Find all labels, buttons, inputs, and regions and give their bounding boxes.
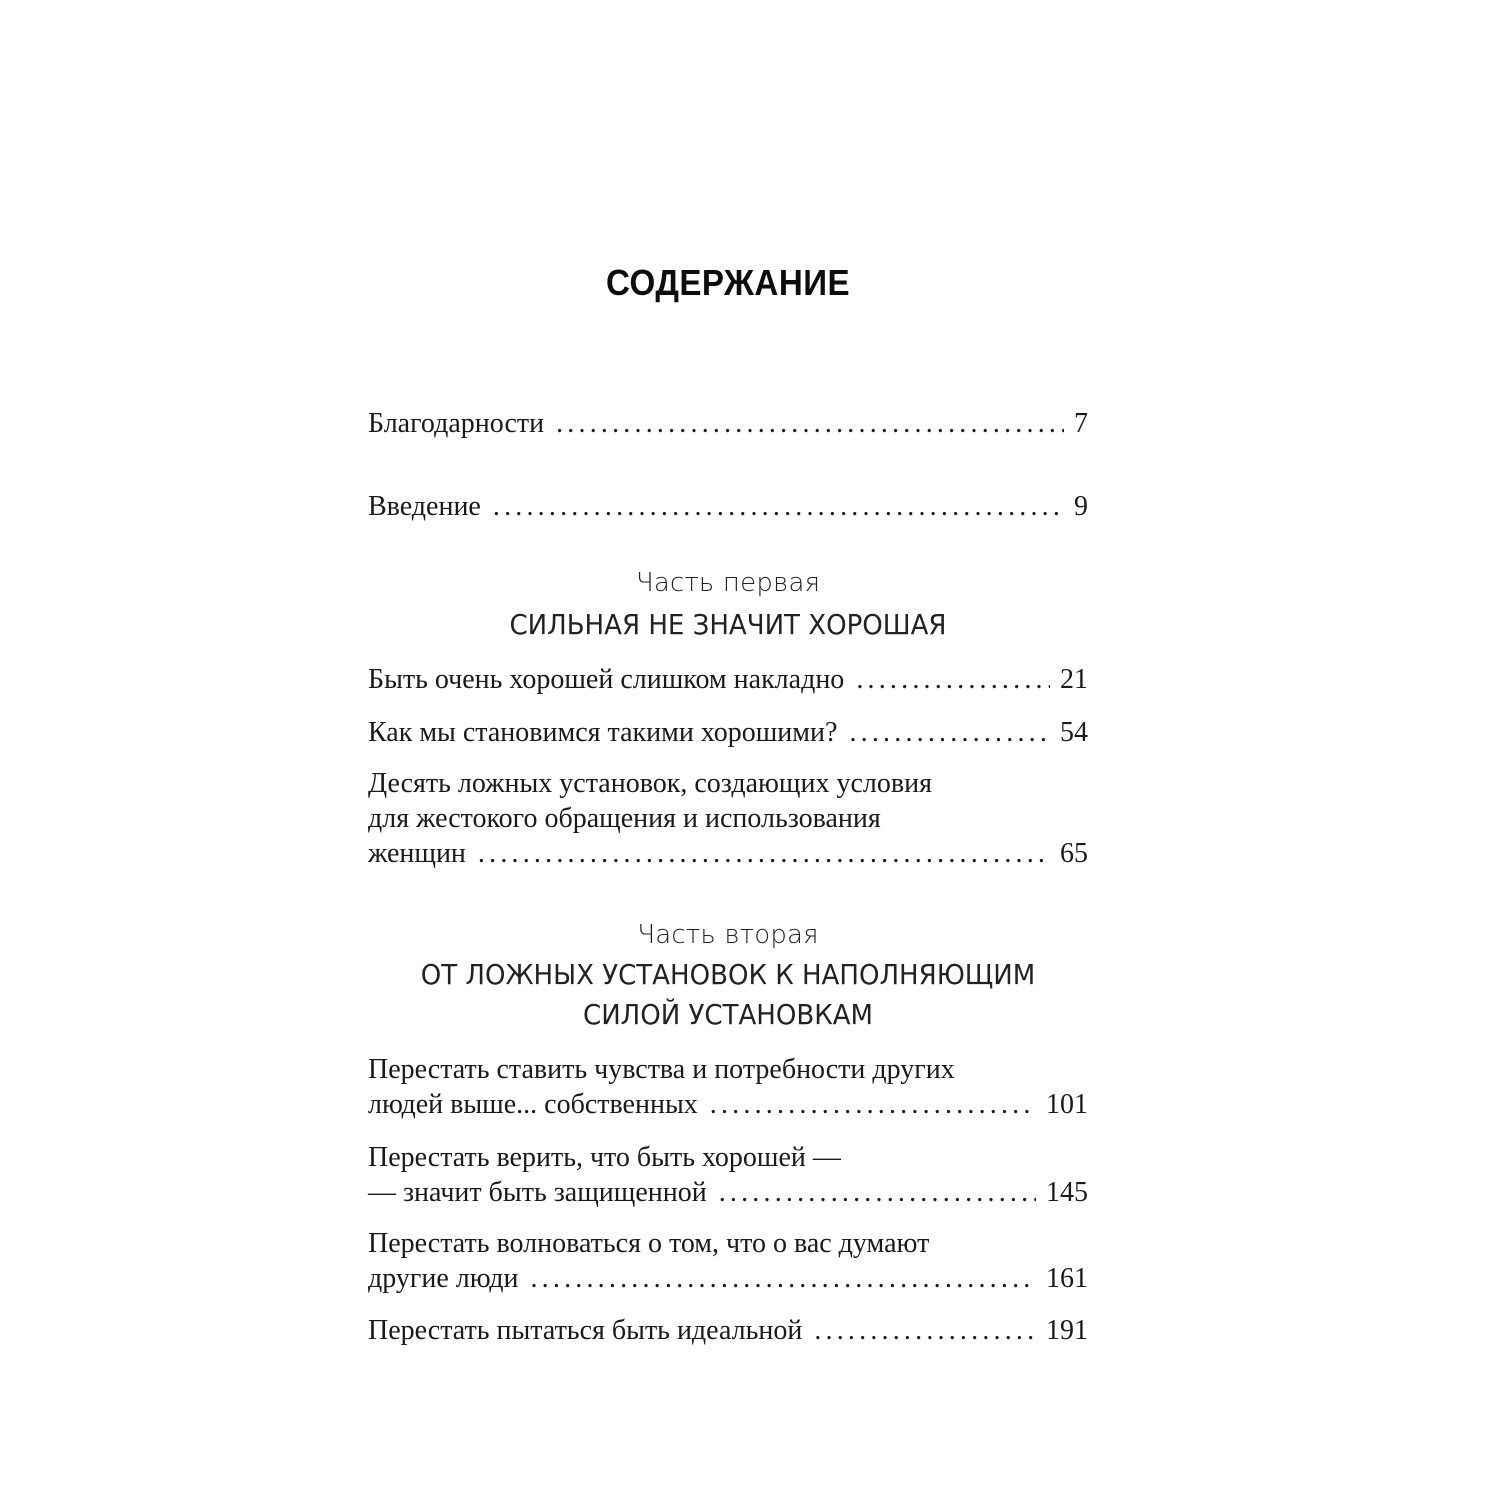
- toc-entry-line: [368, 662, 1088, 697]
- toc-entry-title-line: Перестать ставить чувства и потребности других: [368, 1054, 955, 1085]
- part-title-line: СИЛЬНАЯ НЕ ЗНАЧИТ ХОРОШАЯ: [509, 608, 947, 641]
- page-title: СОДЕРЖАНИЕ: [605, 262, 851, 303]
- part-one-label: Часть первая: [635, 568, 821, 598]
- toc-entry-title-line: для жестокого обращения и использования: [368, 803, 881, 834]
- dot-leader: [849, 715, 1050, 750]
- toc-page-number: 101: [1046, 1089, 1088, 1120]
- toc-page-number: 145: [1046, 1177, 1088, 1208]
- toc-entry-line: [368, 1261, 1088, 1296]
- dot-leader: [856, 662, 1050, 697]
- part-title-line: СИЛОЙ УСТАНОВКАМ: [583, 998, 873, 1031]
- toc-entry-introduction[interactable]: [368, 489, 1088, 524]
- toc-entry-title: женщин: [368, 838, 466, 869]
- dot-leader: [478, 836, 1050, 871]
- toc-entry-line: [368, 1087, 1088, 1122]
- toc-page-number: 9: [1074, 491, 1088, 522]
- toc-entry-title-line: Перестать волноваться о том, что о вас думают: [368, 1228, 930, 1259]
- toc-entry-title-line: Десять ложных установок, создающих условия: [368, 768, 932, 799]
- table-of-contents-page: [368, 0, 1088, 1500]
- dot-leader: [719, 1175, 1036, 1210]
- toc-entry-line: [368, 1175, 1088, 1210]
- toc-page-number: 65: [1060, 838, 1088, 869]
- dot-leader: [530, 1261, 1036, 1296]
- toc-entry[interactable]: [368, 1052, 1088, 1122]
- dot-leader: [814, 1313, 1036, 1348]
- toc-entry[interactable]: [368, 1140, 1088, 1210]
- toc-entry-title: Благодарности: [368, 408, 545, 439]
- toc-entry-line: [368, 1313, 1088, 1348]
- toc-entry-title-line: Перестать верить, что быть хорошей —: [368, 1142, 841, 1173]
- toc-entry[interactable]: [368, 1313, 1088, 1348]
- toc-entry-title: Как мы становимся такими хорошими?: [368, 717, 838, 748]
- toc-entry[interactable]: [368, 1226, 1088, 1296]
- toc-entry-line: [368, 715, 1088, 750]
- part-two-title: [393, 955, 1063, 1035]
- toc-entry-title: людей выше... собственных: [368, 1089, 698, 1120]
- toc-entry-line: [368, 489, 1088, 524]
- toc-entry[interactable]: [368, 715, 1088, 750]
- toc-entry-line: [368, 406, 1088, 441]
- toc-page-number: 21: [1060, 664, 1088, 695]
- toc-entry-acknowledgements[interactable]: [368, 406, 1088, 441]
- toc-entry[interactable]: [368, 766, 1088, 871]
- toc-entry-title: Быть очень хорошей слишком накладно: [368, 664, 845, 695]
- toc-page-number: 54: [1060, 717, 1088, 748]
- part-two-label: Часть вторая: [637, 920, 819, 950]
- toc-page-number: 191: [1046, 1315, 1088, 1346]
- toc-entry-title: Введение: [368, 491, 481, 522]
- part-one-title: [393, 605, 1063, 645]
- toc-page-number: 161: [1046, 1263, 1088, 1294]
- toc-entry-line: [368, 836, 1088, 871]
- toc-entry-title: другие люди: [368, 1263, 519, 1294]
- dot-leader: [556, 406, 1064, 441]
- toc-entry-title: Перестать пытаться быть идеальной: [368, 1315, 803, 1346]
- part-title-line: ОТ ЛОЖНЫХ УСТАНОВОК К НАПОЛНЯЮЩИМ: [420, 958, 1036, 991]
- toc-page-number: 7: [1074, 408, 1088, 439]
- dot-leader: [493, 489, 1064, 524]
- toc-entry[interactable]: [368, 662, 1088, 697]
- dot-leader: [710, 1087, 1036, 1122]
- toc-entry-title: — значит быть защищенной: [368, 1177, 707, 1208]
